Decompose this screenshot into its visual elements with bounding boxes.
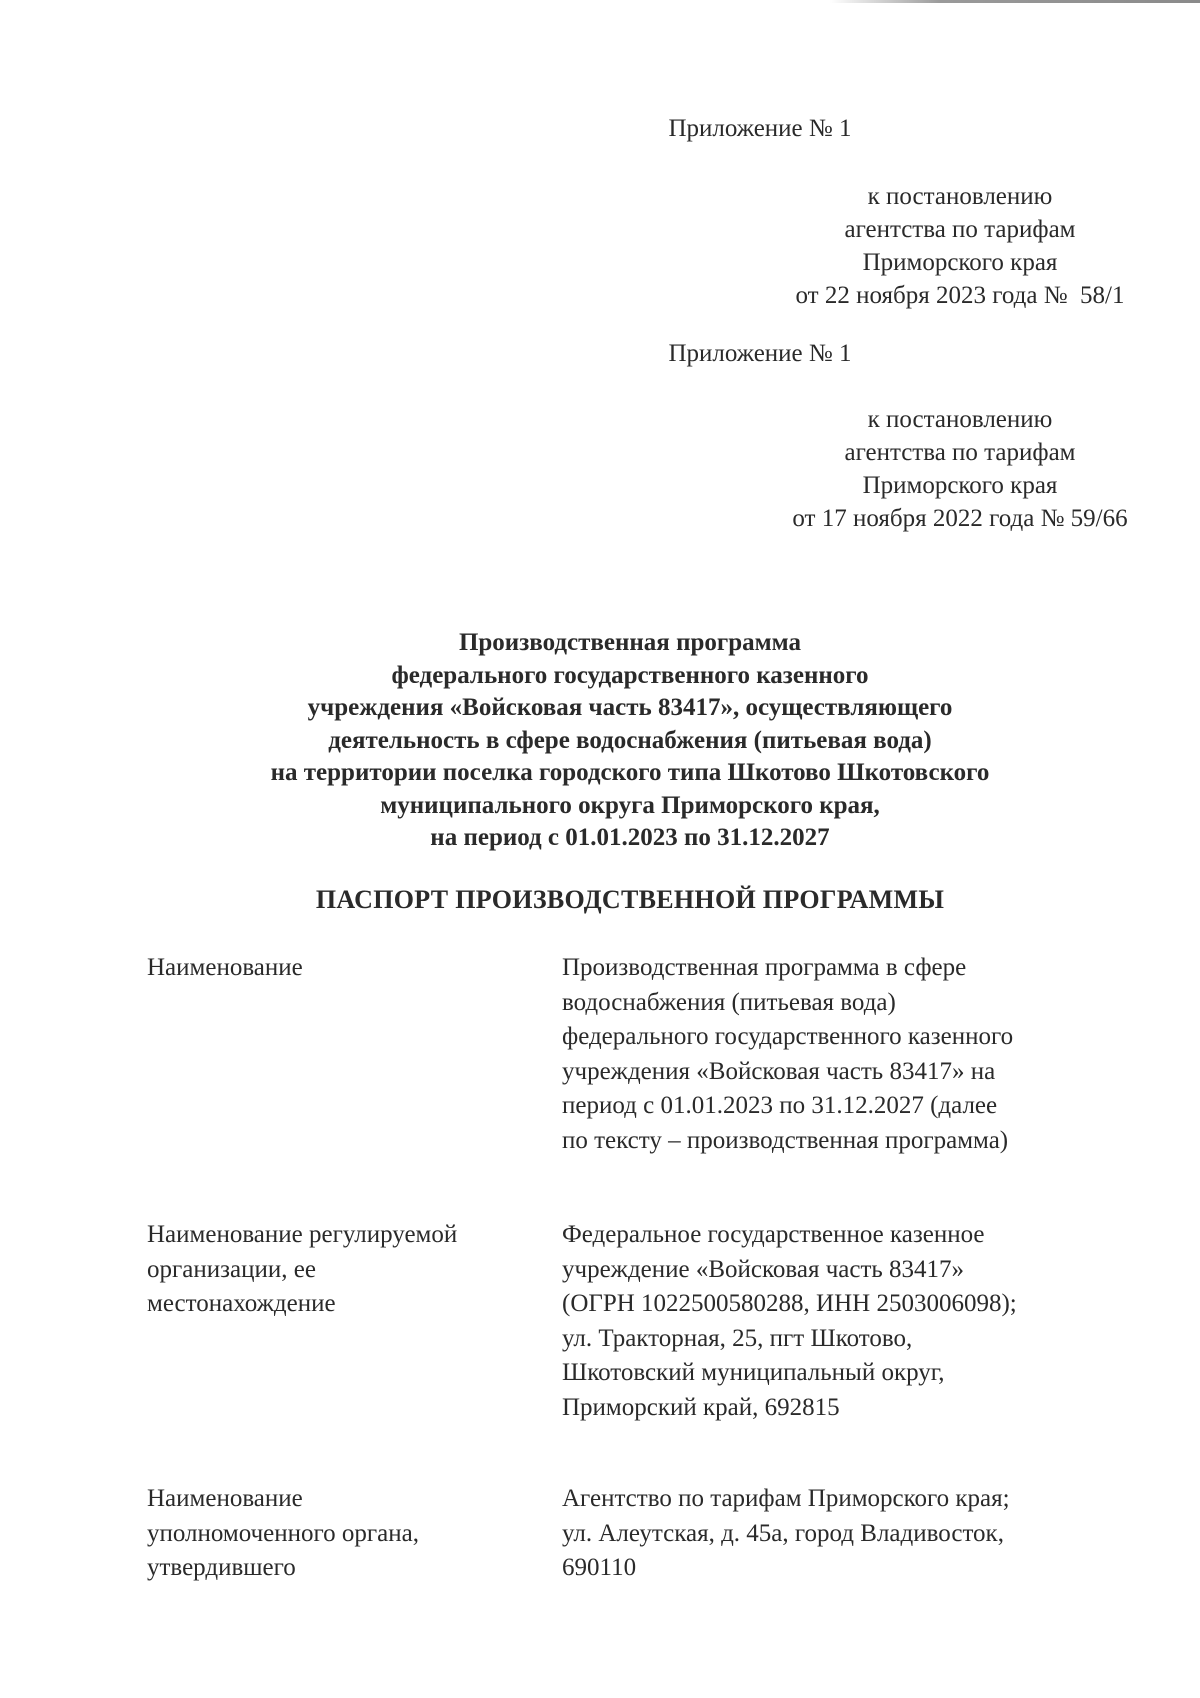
passport-row-value (562, 951, 1097, 1158)
label-line: местонахождение (147, 1290, 336, 1317)
appendix-current-title (510, 112, 1010, 145)
passport-row-value (562, 1218, 1097, 1425)
value-line: ул. Тракторная, 25, пгт Шкотово, (562, 1324, 913, 1352)
value-line: ул. Алеутская, д. 45а, город Владивосток, (562, 1519, 1004, 1547)
program-title-line: на период с 01.01.2023 по 31.12.2027 (430, 824, 830, 851)
appendix-line: агентства по тарифам (844, 439, 1076, 466)
value-line: (ОГРН 1022500580288, ИНН 2503006098); (562, 1290, 1017, 1317)
appendix-previous-reference (660, 403, 1200, 535)
appendix-decree-date: от 17 ноября 2022 года № 59/66 (792, 505, 1128, 532)
label-line: Наименование регулируемой (147, 1221, 458, 1248)
value-line: по тексту – производственная программа) (562, 1126, 1009, 1154)
scan-edge-line (830, 0, 1200, 3)
label-line: утвердившего (147, 1554, 296, 1581)
value-line: Производственная программа в сфере (562, 954, 967, 981)
passport-row-authority (147, 1482, 1097, 1586)
label-line: организации, ее (147, 1255, 316, 1283)
value-line: водоснабжения (питьевая вода) (562, 988, 896, 1016)
program-title-line: учреждения «Войсковая часть 83417», осуществляющего (307, 694, 953, 721)
appendix-previous-title (510, 337, 1010, 370)
value-line: 690110 (562, 1554, 637, 1581)
value-line: Агентство по тарифам Приморского края; (562, 1485, 1010, 1512)
passport-row-label (147, 1482, 562, 1586)
passport-row-value (562, 1482, 1097, 1586)
program-title-line: деятельность в сфере водоснабжения (питьевая вода) (328, 726, 932, 754)
value-line: период с 01.01.2023 по 31.12.2027 (далее (562, 1092, 998, 1119)
appendix-line: агентства по тарифам (844, 216, 1076, 243)
passport-row-label (147, 951, 562, 1158)
program-title-line: муниципального округа Приморского края, (380, 791, 880, 819)
appendix-title-text: Приложение № 1 (668, 340, 852, 367)
label-line: Наименование (147, 1485, 303, 1512)
passport-heading: ПАСПОРТ ПРОИЗВОДСТВЕННОЙ ПРОГРАММЫ (315, 885, 945, 914)
passport-row-label (147, 1218, 562, 1425)
program-title-line: Производственная программа (458, 629, 802, 656)
appendix-decree-date: от 22 ноября 2023 года № 58/1 (795, 282, 1125, 309)
appendix-line: к постановлению (867, 183, 1053, 210)
value-line: Шкотовский муниципальный округ, (562, 1359, 945, 1386)
appendix-line: Приморского края (862, 472, 1058, 499)
value-line: учреждения «Войсковая часть 83417» на (562, 1057, 996, 1085)
appendix-line: к постановлению (867, 406, 1053, 433)
appendix-current-reference (660, 180, 1200, 312)
passport-row-name (147, 951, 1097, 1158)
value-line: Федеральное государственное казенное (562, 1221, 985, 1248)
program-title-line: на территории поселка городского типа Шкотово Шкотовского (270, 759, 990, 786)
appendix-title-text: Приложение № 1 (668, 115, 852, 142)
label-line: уполномоченного органа, (147, 1519, 419, 1547)
passport-row-organization (147, 1218, 1097, 1425)
value-line: учреждение «Войсковая часть 83417» (562, 1255, 965, 1283)
value-line: федерального государственного казенного (562, 1023, 1014, 1050)
value-line: Приморский край, 692815 (562, 1393, 840, 1421)
appendix-line: Приморского края (862, 249, 1058, 276)
program-title-line: федерального государственного казенного (391, 661, 869, 689)
label-line: Наименование (147, 954, 303, 981)
program-title (190, 627, 1070, 855)
